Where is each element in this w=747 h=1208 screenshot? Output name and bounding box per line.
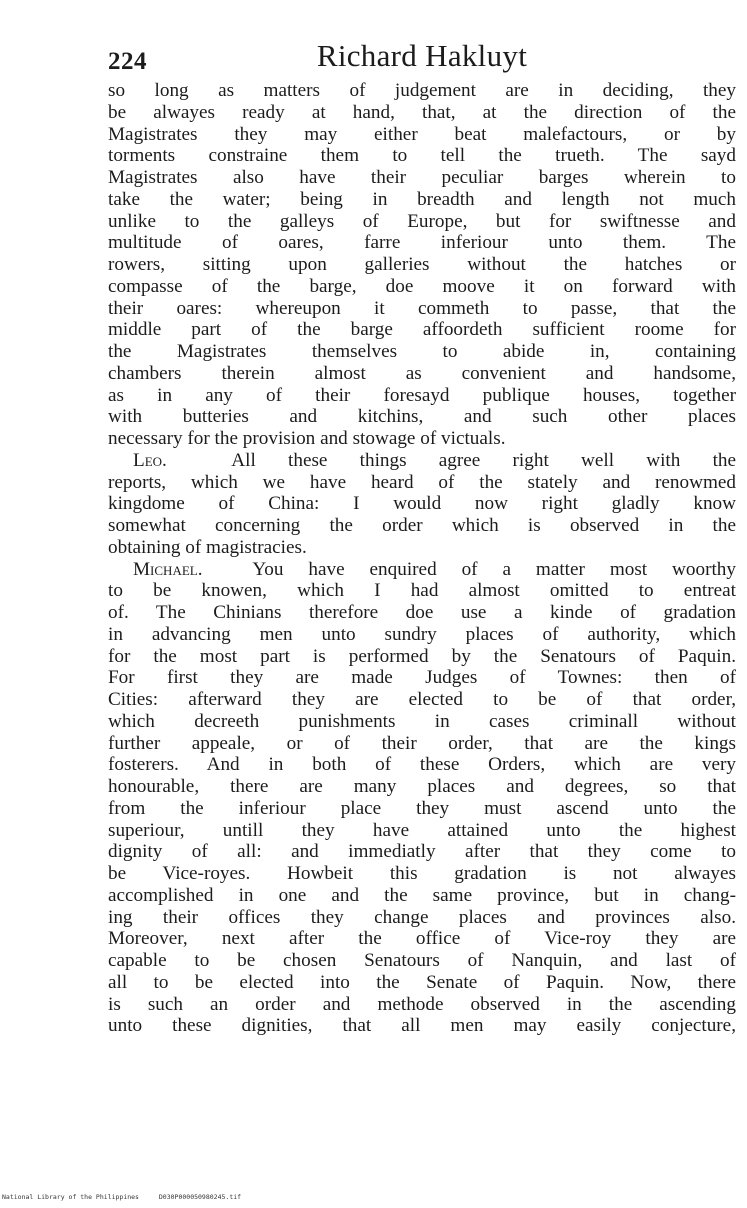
line-text: chambers therein almost as convenient and handsome,	[108, 362, 736, 384]
line-text: of. The Chinians therefore doe use a kinde of gradation	[108, 602, 736, 623]
line-text: from the inferiour place they must ascend unto the	[108, 797, 736, 819]
line-text: For first they are made Judges of Townes: then of	[108, 667, 736, 689]
line-text: You have enquired of a matter most woorthy	[252, 558, 736, 580]
line-text: in advancing men unto sundry places of authority, which	[108, 623, 736, 645]
line-text: which decreeth punishments in cases criminall without	[108, 710, 736, 732]
text-line	[108, 754, 736, 776]
text-line	[108, 276, 736, 298]
text-line	[108, 428, 736, 450]
text-line	[108, 602, 736, 624]
speaker-name: Leo.	[133, 449, 167, 471]
line-text: be alwayes ready at hand, that, at the direction of the	[108, 101, 736, 123]
line-text: necessary for the provision and stowage of victuals.	[108, 428, 506, 449]
text-line	[108, 363, 736, 385]
text-line	[108, 189, 736, 211]
text-line	[108, 646, 736, 668]
line-text: ing their offices they change places and provinces also.	[108, 906, 736, 928]
text-line	[108, 167, 736, 189]
line-text: reports, which we have heard of the stately and renowmed	[108, 471, 736, 493]
text-line	[108, 776, 736, 798]
line-text: Magistrates they may either beat malefactours, or by	[108, 123, 736, 145]
line-text: with butteries and kitchins, and such other places	[108, 406, 736, 428]
body-text	[108, 80, 736, 1037]
text-line	[108, 580, 736, 602]
text-line	[108, 733, 736, 755]
line-text: is such an order and methode observed in the ascending	[108, 993, 736, 1015]
line-text: capable to be chosen Senatours of Nanquin, and last of	[108, 950, 736, 971]
line-text: torments constraine them to tell the trueth. The sayd	[108, 145, 736, 167]
text-line	[108, 972, 736, 994]
line-text: middle part of the barge affoordeth sufficient roome for	[108, 319, 736, 341]
line-text: Cities: afterward they are elected to be of that order,	[108, 689, 736, 710]
line-text: for the most part is performed by the Senatours of Paquin.	[108, 645, 736, 667]
text-line	[108, 537, 736, 559]
text-line	[108, 298, 736, 320]
line-text: kingdome of China: I would now right gladly know	[108, 493, 736, 515]
running-title: Richard Hakluyt	[316, 38, 528, 73]
text-line	[108, 472, 736, 494]
text-line	[108, 341, 736, 363]
text-line	[108, 559, 736, 581]
text-line	[108, 319, 736, 341]
line-text: somewhat concerning the order which is observed in the	[108, 515, 736, 536]
scan-footer	[2, 1193, 257, 1201]
line-text: take the water; being in breadth and length not much	[108, 188, 736, 210]
line-text: dignity of all: and immediatly after that they come to	[108, 841, 736, 863]
line-text: fosterers. And in both of these Orders, which are very	[108, 754, 736, 776]
text-line	[108, 515, 736, 537]
text-line	[108, 863, 736, 885]
text-line	[108, 711, 736, 733]
line-text: compasse of the barge, doe moove it on forward with	[108, 275, 736, 297]
line-text: rowers, sitting upon galleries without the hatches or	[108, 254, 736, 275]
line-text: multitude of oares, farre inferiour unto them. The	[108, 232, 736, 254]
text-line	[108, 102, 736, 124]
text-line	[108, 450, 736, 472]
line-text: unlike to the galleys of Europe, but for swiftnesse and	[108, 210, 736, 232]
line-text: the Magistrates themselves to abide in, containing	[108, 341, 736, 362]
text-line	[108, 798, 736, 820]
text-line	[108, 624, 736, 646]
line-text: to be knowen, which I had almost omitted to entreat	[108, 580, 736, 602]
text-line	[108, 493, 736, 515]
line-text: accomplished in one and the same province, but in chang-	[108, 884, 736, 906]
text-line	[108, 385, 736, 407]
line-text: All these things agree right well with the	[231, 449, 737, 471]
text-line	[108, 124, 736, 146]
text-line	[108, 667, 736, 689]
speaker-name: Michael.	[133, 558, 203, 580]
line-text: as in any of their foresayd publique houses, together	[108, 384, 736, 406]
line-text: Moreover, next after the office of Vice-roy they are	[108, 928, 736, 950]
line-text: honourable, there are many places and degrees, so that	[108, 776, 736, 797]
file-id: D030P000050980245.tif	[158, 1193, 242, 1201]
text-line	[108, 994, 736, 1016]
page-number: 224	[108, 48, 147, 75]
text-line	[108, 950, 736, 972]
text-line	[108, 820, 736, 842]
text-line	[108, 907, 736, 929]
line-text: be Vice-royes. Howbeit this gradation is not alwayes	[108, 863, 736, 884]
text-line	[108, 928, 736, 950]
text-line	[108, 689, 736, 711]
line-text: obtaining of magistracies.	[108, 536, 307, 558]
page-header	[108, 38, 736, 78]
text-line	[108, 232, 736, 254]
text-line	[108, 841, 736, 863]
line-text: so long as matters of judgement are in deciding, they	[108, 80, 736, 101]
text-line	[108, 80, 736, 102]
line-text: superiour, untill they have attained unto the highest	[108, 819, 736, 841]
line-text: all to be elected into the Senate of Paquin. Now, there	[108, 971, 736, 993]
line-text: further appeale, or of their order, that are the kings	[108, 732, 736, 754]
line-text: Magistrates also have their peculiar barges wherein to	[108, 167, 736, 188]
text-line	[108, 885, 736, 907]
library-name: National Library of the Philippines	[2, 1193, 139, 1201]
text-line	[108, 254, 736, 276]
text-line	[108, 1015, 736, 1037]
line-text: unto these dignities, that all men may easily conjecture,	[108, 1015, 736, 1037]
line-text: their oares: whereupon it commeth to passe, that the	[108, 297, 736, 319]
text-line	[108, 406, 736, 428]
text-line	[108, 211, 736, 233]
text-line	[108, 145, 736, 167]
